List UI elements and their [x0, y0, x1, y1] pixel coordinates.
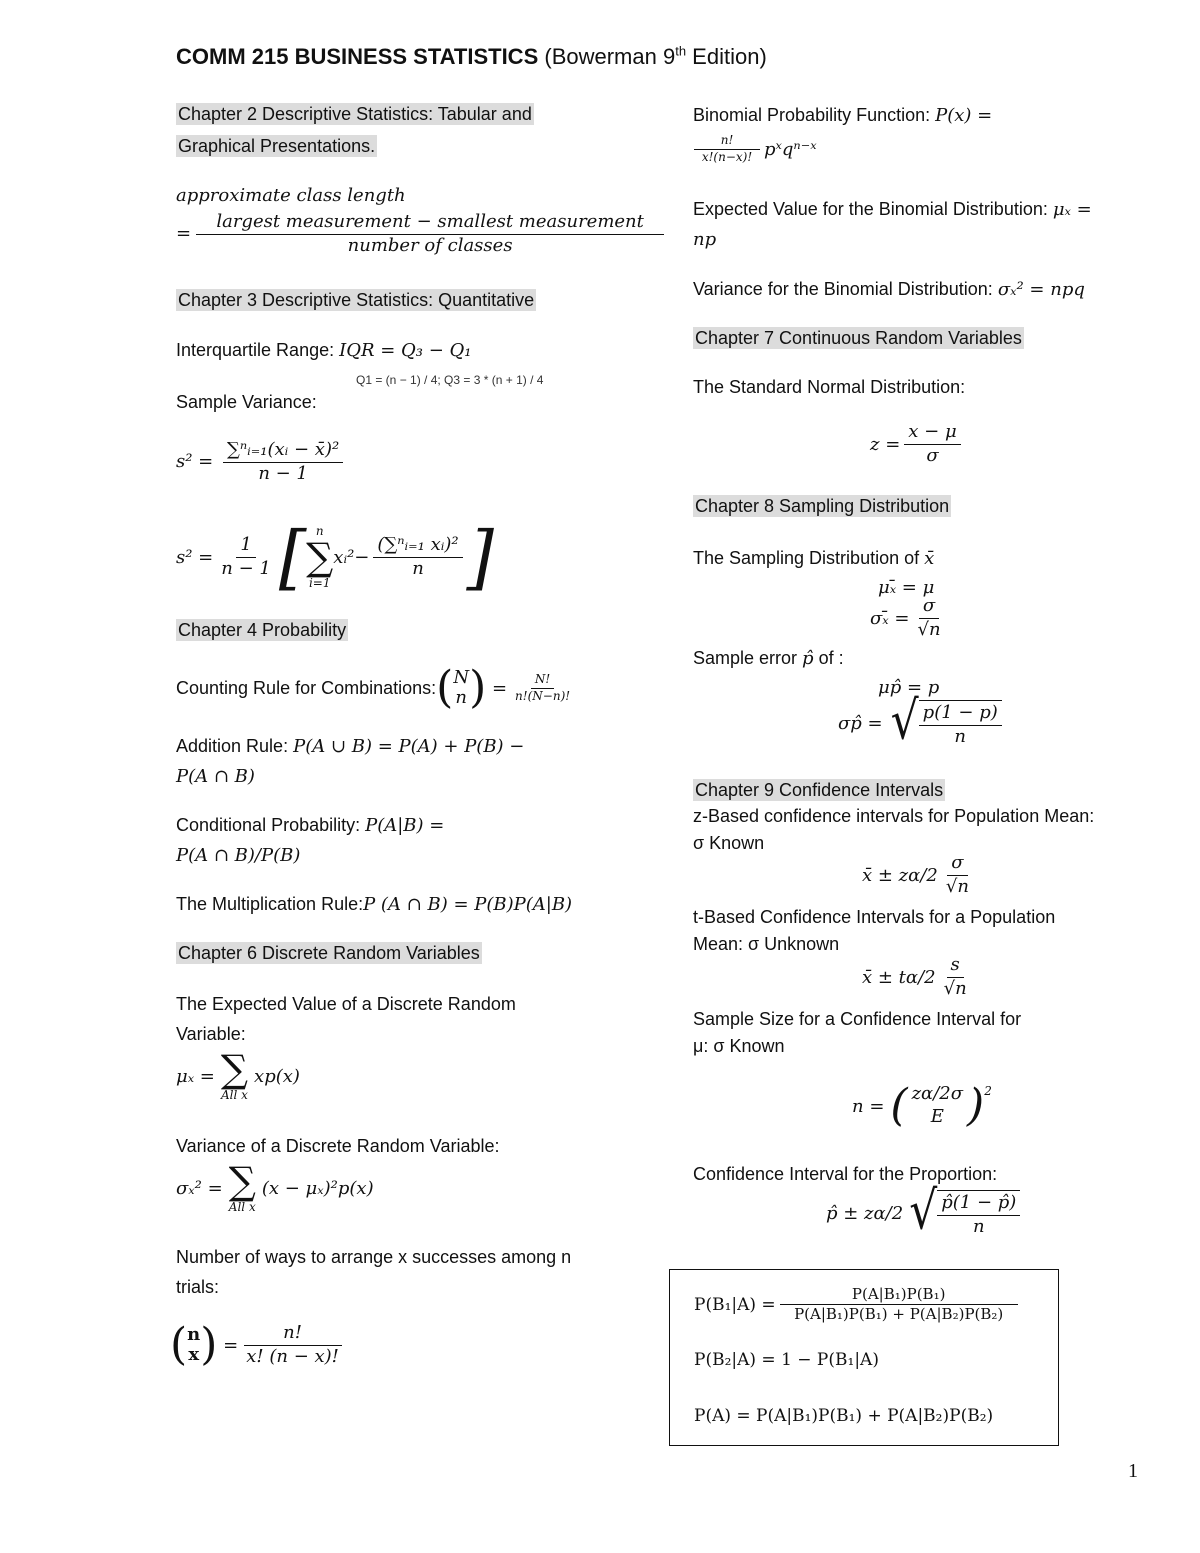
t-ci-line1: t-Based Confidence Intervals for a Population [693, 907, 1056, 927]
sample-size-fraction [908, 1084, 967, 1127]
sigma-phat-denominator: n [954, 725, 966, 747]
z-lhs: z = [870, 433, 901, 455]
chapter3-heading [176, 290, 536, 311]
sample-variance-label: Sample Variance: [176, 392, 317, 412]
sigma-icon: ∑ [228, 1159, 256, 1203]
t-ci-formula [862, 955, 975, 999]
left-paren: ( [170, 1319, 188, 1371]
var-lhs: σₓ² = [176, 1177, 223, 1199]
chapter3-heading-text: Chapter 3 Descriptive Statistics: Quantitative [178, 290, 535, 310]
s2b-numerator: 1 [236, 535, 255, 558]
expected-value-line2: Variable: [176, 1024, 246, 1044]
bayes1-lhs: P(B₁|A) = [694, 1294, 776, 1315]
sample-error-label: Sample error [693, 648, 803, 668]
right-paren: ) [200, 1319, 218, 1371]
binomial-fraction [694, 134, 760, 165]
proportion-formula [826, 1180, 1020, 1242]
edition-sup: th [675, 43, 687, 59]
chapter4-heading-text: Chapter 4 Probability [178, 620, 347, 640]
z-ci-numerator: σ [947, 853, 967, 876]
iqr-formula: IQR = Q₃ − Q₁ [339, 340, 472, 361]
variance-formula [176, 1159, 374, 1214]
comb-denominator: n!(N−n)! [515, 688, 571, 703]
sample-error-of: of : [813, 648, 844, 668]
chapter4-heading [176, 620, 348, 641]
arrange-numerator: n! [244, 1323, 342, 1346]
page-title [176, 44, 767, 70]
binomial-var-line [693, 279, 1085, 300]
chapter2-heading-text2: Graphical Presentations. [178, 136, 376, 156]
chapter7-heading [693, 328, 1024, 349]
sqrt-icon: √ [909, 1180, 938, 1242]
conditional-label: Conditional Probability: [176, 815, 366, 835]
sample-size-denominator: E [930, 1106, 944, 1127]
z-ci-fraction [942, 853, 973, 897]
arrange-line1: Number of ways to arrange x successes among n [176, 1247, 572, 1267]
right-paren: ) [967, 1080, 985, 1131]
sigma-xbar-lhs: σₓ̄ = [870, 607, 910, 629]
sampling-dist-xbar: x̄ [924, 548, 935, 569]
s2-lhs: s² = [176, 451, 214, 473]
class-length-lhs: approximate class length [176, 185, 406, 206]
z-ci-denominator: √n [945, 875, 969, 897]
arrange-fraction [242, 1323, 343, 1367]
chapter2-heading-line2 [176, 136, 377, 157]
ev-sigma-block [220, 1047, 249, 1102]
addition-rule-formula1: P(A ∪ B) = P(A) + P(B) − [293, 736, 525, 757]
class-length-fraction [200, 212, 660, 256]
arrange-bottom: x [188, 1344, 200, 1366]
binomial-top: N [453, 667, 470, 689]
ev-lhs: μₓ = [176, 1065, 215, 1087]
proportion-fraction [937, 1190, 1020, 1237]
sigma-top: n [315, 524, 324, 538]
class-length-denominator: number of classes [347, 234, 513, 256]
ev-sigma-bottom: All x [221, 1088, 248, 1102]
proportion-sqrt [909, 1180, 1020, 1242]
bayes-formula3: P(A) = P(A|B₁)P(B₁) + P(A|B₂)P(B₂) [694, 1406, 994, 1426]
arrange-denominator: x! (n − x)! [246, 1345, 339, 1367]
bayes1-denominator: P(A|B₁)P(B₁) + P(A|B₂)P(B₂) [794, 1305, 1004, 1324]
binomial-line1 [693, 105, 992, 126]
bayes-box [669, 1269, 1059, 1446]
arrange-line2: trials: [176, 1277, 220, 1297]
sigma-icon: ∑ [220, 1047, 249, 1091]
sample-variance-formula1 [176, 440, 347, 484]
mu-phat: μp̂ = p [878, 677, 940, 698]
sigma-phat [838, 690, 1002, 752]
chapter8-heading-text: Chapter 8 Sampling Distribution [695, 496, 950, 516]
arrange-top: n [187, 1324, 201, 1346]
binomial-ev-lhs: μₓ = [1052, 199, 1092, 220]
sigma-xbar [870, 596, 949, 640]
conditional-formula1: P(A|B) = [365, 815, 445, 836]
standard-normal-label: The Standard Normal Distribution: [693, 377, 966, 397]
binomial-numerator: n! [694, 134, 760, 150]
bayes-formula2: P(B₂|A) = 1 − P(B₁|A) [694, 1350, 879, 1370]
binomial-ev-label: Expected Value for the Binomial Distribution: [693, 199, 1053, 219]
combinations-label: Counting Rule for Combinations: [176, 677, 437, 698]
chapter8-heading [693, 496, 951, 517]
ev-term: xp(x) [254, 1065, 300, 1087]
binomial-denominator: x!(n−x)! [701, 149, 753, 164]
z-numerator: x − μ [904, 422, 960, 445]
multiplication-formula: P (A ∩ B) = P(B)P(A|B) [363, 894, 573, 915]
var-term: (x − μₓ)²p(x) [261, 1177, 374, 1199]
sigma-xbar-fraction [913, 596, 944, 640]
z-ci-formula [862, 853, 977, 897]
sigma-block [306, 524, 333, 590]
t-ci-line2: Mean: σ Unknown [693, 934, 840, 954]
sigma-phat-fraction [919, 700, 1002, 747]
sample-size-numerator: zα/2σ [911, 1083, 964, 1105]
sampling-dist-line [693, 548, 934, 569]
left-paren: ( [890, 1080, 908, 1131]
proportion-label: Confidence Interval for the Proportion: [693, 1164, 998, 1184]
binomial-var-label: Variance for the Binomial Distribution: [693, 279, 998, 299]
addition-rule-label: Addition Rule: [176, 736, 294, 756]
expected-value-formula [176, 1047, 300, 1102]
binomial-coef [453, 668, 469, 708]
z-denominator: σ [926, 444, 939, 466]
sigma-bottom: i=1 [308, 576, 331, 590]
z-formula [870, 422, 965, 466]
sigma-xbar-numerator: σ [919, 596, 939, 619]
edition-text: (Bowerman 9 [544, 44, 676, 69]
chapter2-heading-line1 [176, 104, 534, 125]
chapter9-heading-text: Chapter 9 Confidence Intervals [695, 780, 944, 800]
multiplication-label: The Multiplication Rule: [176, 894, 364, 914]
proportion-denominator: n [972, 1215, 985, 1237]
z-ci-line2: σ Known [693, 833, 765, 853]
sample-size-formula [852, 1080, 992, 1131]
chapter9-heading [693, 780, 945, 801]
edition-text-post: Edition) [686, 44, 767, 69]
z-ci-lhs: x̄ ± zα/2 [862, 864, 938, 886]
sigma-phat-sqrt [890, 690, 1002, 752]
binomial-ev-line1 [693, 199, 1092, 220]
var-sigma-bottom: All x [228, 1200, 256, 1214]
arrange-formula: ( n x ) = $\frac{n!}{x! (n - x)!}$ [170, 1323, 347, 1367]
right-paren: ) [469, 662, 487, 713]
sqrt-icon: √ [890, 690, 919, 752]
iqr-line [176, 340, 472, 361]
t-ci-lhs: x̄ ± tα/2 [862, 966, 936, 988]
course-title: COMM 215 BUSINESS STATISTICS [176, 44, 539, 69]
binomial-bottom: n [455, 687, 467, 708]
multiplication-line [176, 894, 572, 915]
s2b-term: xᵢ² [333, 546, 355, 568]
sample-size-lhs: n = [852, 1095, 885, 1117]
sigma-icon: ∑ [306, 535, 334, 579]
chapter6-heading-text: Chapter 6 Discrete Random Variables [178, 943, 480, 963]
chapter6-heading [176, 943, 482, 964]
sample-size-line1: Sample Size for a Confidence Interval for [693, 1009, 1022, 1029]
t-ci-numerator: s [947, 955, 964, 978]
page-number: 1 [1128, 1460, 1138, 1482]
bayes-formula1 [694, 1286, 1022, 1324]
binomial-label: Binomial Probability Function: [693, 105, 936, 125]
conditional-line1 [176, 815, 444, 836]
sample-error-phat: p̂ [802, 648, 814, 669]
addition-rule-line1 [176, 736, 524, 757]
chapter2-heading-text1: Chapter 2 Descriptive Statistics: Tabular and [178, 104, 532, 124]
mu-xbar: μₓ̄ = μ [878, 577, 935, 598]
s2-numerator: ∑ⁿᵢ₌₁(xᵢ − x̄)² [223, 440, 343, 463]
chapter7-heading-text: Chapter 7 Continuous Random Variables [695, 328, 1022, 348]
s2b-inner-denominator: n [412, 557, 424, 579]
sampling-dist-label: The Sampling Distribution of [693, 548, 925, 568]
proportion-numerator: p̂(1 − p̂) [937, 1193, 1020, 1216]
binomial-line2 [690, 134, 817, 165]
left-paren: ( [436, 662, 454, 713]
binomial-tail: pˣqⁿ⁻ˣ [764, 138, 817, 160]
right-bracket: ] [466, 516, 494, 598]
binomial-lhs: P(x) = [935, 105, 993, 126]
class-length-formula: = $\frac{\text{largest measurement − smallest measurement}}{\text{number of classes}}$ [176, 212, 664, 256]
sigma-phat-numerator: p(1 − p) [919, 703, 1002, 726]
binomial-var-formula: σₓ² = npq [997, 279, 1085, 300]
t-ci-fraction [940, 955, 971, 999]
s2-denominator: n − 1 [258, 462, 308, 484]
expected-value-line1: The Expected Value of a Discrete Random [176, 994, 516, 1014]
addition-rule-formula2: P(A ∩ B) [176, 766, 255, 787]
t-ci-denominator: √n [943, 977, 967, 999]
bayes1-fraction [780, 1286, 1018, 1324]
combinations-line: Counting Rule for Combinations: ( N n ) = $\frac{N!}{n!(N-n)!}$ [176, 666, 578, 710]
comb-fraction [511, 673, 574, 704]
sample-size-exponent: 2 [984, 1084, 992, 1098]
left-bracket: [ [278, 516, 307, 598]
sample-size-line2: μ: σ Known [693, 1036, 785, 1056]
comb-numerator: N! [531, 673, 554, 689]
var-sigma-block [228, 1159, 256, 1214]
z-fraction [904, 422, 960, 466]
s2b-inner-fraction [373, 535, 462, 579]
proportion-lhs: p̂ ± zα/2 [826, 1203, 904, 1225]
bayes1-numerator: P(A|B₁)P(B₁) [780, 1286, 1018, 1305]
s2b-lhs: s² = [176, 546, 214, 568]
s2b-denominator: n − 1 [221, 557, 271, 579]
sigma-xbar-denominator: √n [917, 618, 941, 640]
quartile-note: Q1 = (n − 1) / 4; Q3 = 3 * (n + 1) / 4 [356, 373, 544, 387]
class-length-numerator: largest measurement − smallest measurement [196, 212, 664, 235]
s2-fraction [223, 440, 343, 484]
s2b-fraction [217, 535, 275, 579]
s2b-inner-numerator: (∑ⁿᵢ₌₁ xᵢ)² [373, 535, 462, 558]
sigma-phat-lhs: σp̂ = [838, 713, 883, 735]
variance-label: Variance of a Discrete Random Variable: [176, 1136, 500, 1156]
sample-variance-formula2: s² = $\frac{1}{n - 1}$ [ n ∑ i=1 xᵢ² − $\frac{\text{(∑ⁿᵢ₌₁ xᵢ)²}}{n}$ ] [176, 516, 494, 598]
z-ci-line1: z-Based confidence intervals for Population Mean: [693, 806, 1095, 826]
binomial-ev-rhs: np [693, 229, 717, 250]
conditional-formula2: P(A ∩ B)/P(B) [176, 845, 301, 866]
iqr-label: Interquartile Range: [176, 340, 340, 360]
sample-error-line [693, 648, 844, 669]
arrange-binom [187, 1325, 200, 1365]
